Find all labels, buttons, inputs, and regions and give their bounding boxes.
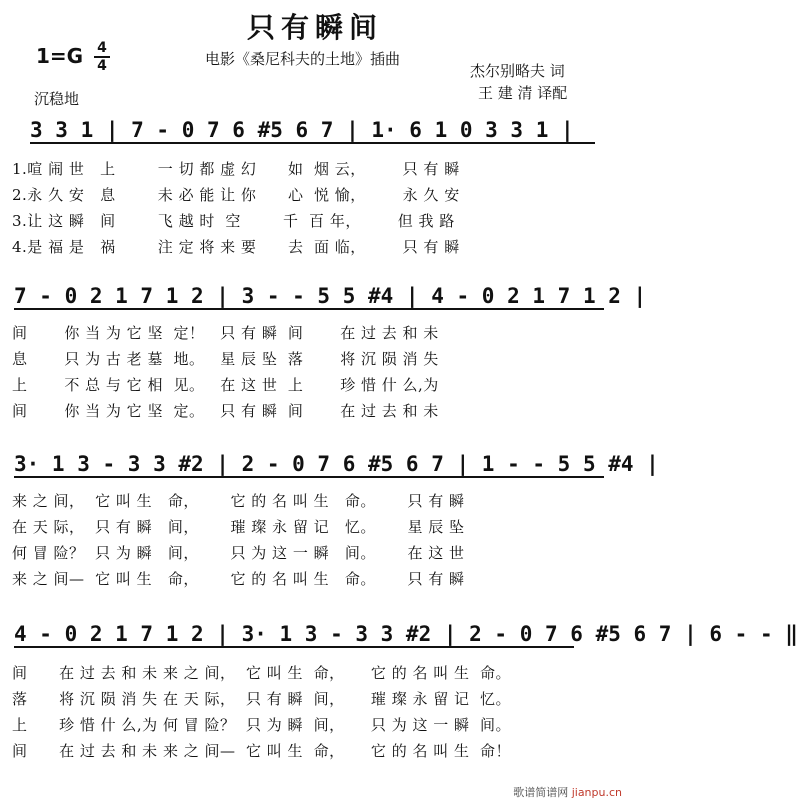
site-url: jianpu.cn — [571, 786, 622, 799]
lyric-line-2-1: 间 你 当 为 它 坚 定！ 只 有 瞬 间 在 过 去 和 未 — [12, 324, 439, 342]
lyric-line-3-3: 何 冒 险？ 只 为 瞬 间， 只 为 这 一 瞬 间。 在 这 世 — [12, 544, 465, 562]
lyric-line-4-3: 上 珍 惜 什 么,为 何 冒 险？ 只 为 瞬 间， 只 为 这 一 瞬 间。 — [12, 716, 512, 734]
notation-line-4: 4 - 0 2 1 7 1 2 | 3· 1 3 - 3 3 #2 | 2 - 0 7 6 #5 6 7 | 6 - - ‖ — [14, 622, 798, 646]
lyric-line-2-4: 间 你 当 为 它 坚 定。 只 有 瞬 间 在 过 去 和 未 — [12, 402, 439, 420]
lyric-line-4-1: 间 在 过 去 和 未 来 之 间， 它 叫 生 命， 它 的 名 叫 生 命。 — [12, 664, 512, 682]
time-signature-bottom: 4 — [97, 58, 107, 74]
beam-line-4 — [14, 646, 574, 648]
lyric-line-3-4: 来 之 间— 它 叫 生 命， 它 的 名 叫 生 命。 只 有 瞬 — [12, 570, 465, 588]
lyric-line-1-3: 3.让 这 瞬 间 飞 越 时 空 千 百 年， 但 我 路 — [12, 212, 455, 230]
time-signature — [92, 40, 112, 74]
site-name: 歌谱简谱网 — [513, 786, 569, 799]
translator-credit: 王 建 清 译配 — [478, 84, 568, 102]
lyric-line-2-2: 息 只 为 古 老 墓 地。 星 辰 坠 落 将 沉 陨 消 失 — [12, 350, 439, 368]
notation-line-2: 7 - 0 2 1 7 1 2 | 3 - - 5 5 #4 | 4 - 0 2 1 7 1 2 | — [14, 284, 647, 308]
lyric-line-1-1: 1.喧 闹 世 上 一 切 都 虚 幻 如 烟 云， 只 有 瞬 — [12, 160, 460, 178]
beam-line-3 — [14, 476, 604, 478]
lyric-line-3-1: 来 之 间， 它 叫 生 命， 它 的 名 叫 生 命。 只 有 瞬 — [12, 492, 465, 510]
beam-line-1 — [30, 142, 595, 144]
notation-line-1: 3 3 1 | 7 - 0 7 6 #5 6 7 | 1· 6 1 0 3 3 1 | — [30, 118, 574, 142]
tempo-marking: 沉稳地 — [34, 90, 80, 108]
song-title: 只有瞬间 — [246, 11, 383, 44]
lyric-line-3-2: 在 天 际， 只 有 瞬 间， 璀 璨 永 留 记 忆。 星 辰 坠 — [12, 518, 465, 536]
lyric-line-2-3: 上 不 总 与 它 相 见。 在 这 世 上 珍 惜 什 么,为 — [12, 376, 439, 394]
time-signature-top: 4 — [97, 40, 107, 56]
key-signature: 1=G — [36, 44, 84, 68]
lyric-line-4-4: 间 在 过 去 和 未 来 之 间— 它 叫 生 命， 它 的 名 叫 生 命！ — [12, 742, 512, 760]
site-watermark — [513, 784, 622, 800]
lyricist-credit: 杰尔别略夫 词 — [470, 62, 565, 80]
notation-line-3: 3· 1 3 - 3 3 #2 | 2 - 0 7 6 #5 6 7 | 1 - - 5 5 #4 | — [14, 452, 659, 476]
song-subtitle: 电影《桑尼科夫的土地》插曲 — [205, 50, 401, 68]
lyric-line-4-2: 落 将 沉 陨 消 失 在 天 际， 只 有 瞬 间， 璀 璨 永 留 记 忆。 — [12, 690, 512, 708]
beam-line-2 — [14, 308, 604, 310]
lyric-line-1-4: 4.是 福 是 祸 注 定 将 来 要 去 面 临， 只 有 瞬 — [12, 238, 460, 256]
lyric-line-1-2: 2.永 久 安 息 未 必 能 让 你 心 悦 愉， 永 久 安 — [12, 186, 460, 204]
